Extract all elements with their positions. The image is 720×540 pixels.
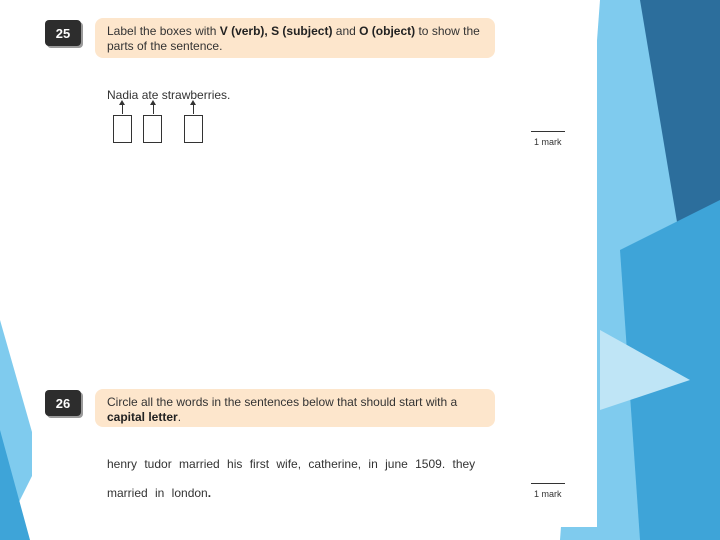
worksheet-page — [32, 0, 597, 527]
prompt-bold-object: O (object) — [359, 24, 416, 38]
mark-label-25: 1 mark — [534, 137, 562, 147]
question-number-25: 25 — [45, 20, 81, 46]
sentence-period: . — [207, 486, 212, 500]
prompt-text: Label the boxes with — [107, 24, 220, 38]
sentence-line-2[interactable] — [107, 486, 211, 500]
prompt-text: . — [177, 410, 182, 424]
arrow-up-icon — [193, 104, 194, 114]
prompt-bold-verb-subject: V (verb), S (subject) — [219, 24, 333, 38]
prompt-text: and — [332, 24, 360, 38]
question-number-26: 26 — [45, 390, 81, 416]
mark-label-26: 1 mark — [534, 489, 562, 499]
prompt-bold-capital-letter: capital letter — [107, 410, 178, 424]
mark-line — [531, 483, 565, 484]
prompt-text: Circle all the words in the sentences below that should start with a — [107, 395, 458, 409]
question-25-prompt — [95, 18, 495, 58]
arrow-up-icon — [122, 104, 123, 114]
sentence-line-2-text[interactable]: married in london — [107, 486, 208, 500]
mark-line — [531, 131, 565, 132]
prompt-text: to show the parts of the sentence. — [107, 24, 480, 53]
label-box-3[interactable] — [184, 115, 203, 143]
label-box-1[interactable] — [113, 115, 132, 143]
arrow-up-icon — [153, 104, 154, 114]
example-sentence: Nadia ate strawberries. — [107, 88, 231, 102]
sentence-line-1[interactable]: henry tudor married his first wife, catherine, in june 1509. they — [107, 457, 476, 471]
question-26-prompt — [95, 389, 495, 427]
label-box-2[interactable] — [143, 115, 162, 143]
